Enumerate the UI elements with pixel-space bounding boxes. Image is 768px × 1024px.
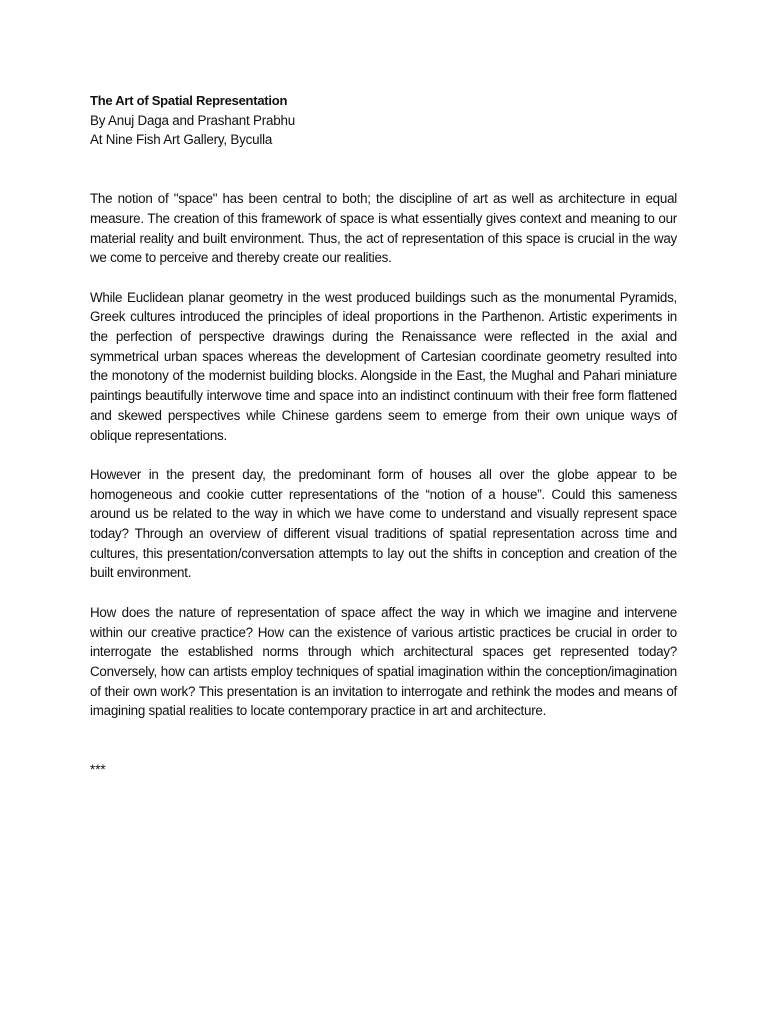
end-mark: *** [90, 762, 106, 778]
document-header [90, 91, 677, 150]
body-paragraph: How does the nature of representation of space affect the way in which we imagine and intervene within our creative practice? How can the existence of various artistic practices be crucial in order to interrogate the established norms through which architectural spaces get represented today? Conversely, how can artists employ techniques of spatial imagination within the conception/imagination of their own work? This presentation is an invitation to interrogate and rethink the modes and means of imagining spatial realities to locate contemporary practice in art and architecture. [90, 604, 677, 719]
document-page [90, 91, 677, 780]
body-paragraph: The notion of "space" has been central to both; the discipline of art as well as architecture in equal measure. The creation of this framework of space is what essentially gives context and meaning to our material reality and built environment. Thus, the act of representation of this space is crucial in the way we come to perceive and thereby create our realities. [90, 191, 677, 266]
document-title: The Art of Spatial Representation [90, 93, 288, 108]
body-paragraph: While Euclidean planar geometry in the west produced buildings such as the monumental Pyramids, Greek cultures introduced the principles of ideal proportions in the Parthenon. Artistic experiments in the perfection of perspective drawings during the Renaissance were reflected in the axial and symmetrical urban spaces whereas the development of Cartesian coordinate geometry resulted into the monotony of the modernist building blocks. Alongside in the East, the Mughal and Pahari miniature paintings beautifully interwove time and space into an indistinct continuum with their free form flattened and skewed perspectives while Chinese gardens seem to emerge from their own unique ways of oblique representations. [90, 289, 677, 443]
document-body [90, 189, 677, 721]
body-paragraph: However in the present day, the predominant form of houses all over the globe appear to be homogeneous and cookie cutter representations of the “notion of a house”. Could this sameness around us be related to the way in which we have come to understand and visually represent space today? Through an overview of different visual traditions of spatial representation across time and cultures, this presentation/conversation attempts to lay out the shifts in conception and creation of the built environment. [90, 466, 677, 581]
venue-line: At Nine Fish Art Gallery, Byculla [90, 132, 273, 148]
byline: By Anuj Daga and Prashant Prabhu [90, 112, 296, 128]
